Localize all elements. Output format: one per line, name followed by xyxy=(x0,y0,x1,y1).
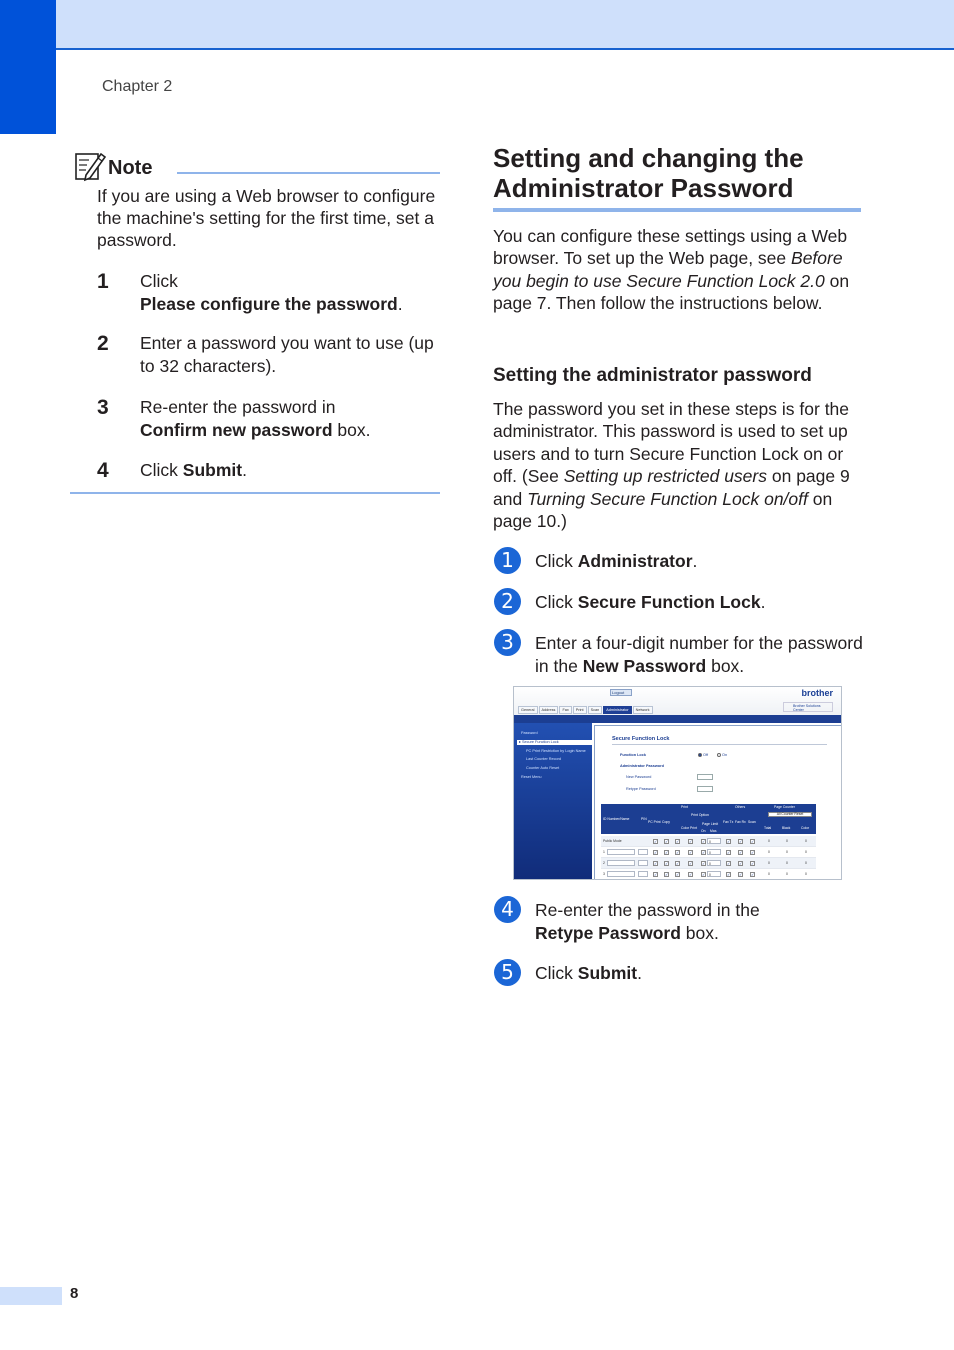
checkbox[interactable]: ✓ xyxy=(689,861,693,866)
col-others: Others xyxy=(735,805,746,809)
table-row xyxy=(601,836,816,847)
pin-field[interactable] xyxy=(638,849,648,855)
step-bold: Submit xyxy=(182,460,243,480)
checkbox[interactable]: ✓ xyxy=(727,861,731,866)
col-page-counter: Page Counter xyxy=(774,805,795,809)
checkbox[interactable]: ✓ xyxy=(665,872,669,877)
row-label: 3 xyxy=(603,872,605,876)
counter-total: 0 xyxy=(768,861,770,865)
counter-black: 0 xyxy=(786,872,788,876)
step-bold: Confirm new password xyxy=(140,420,333,440)
all-counter-reset-button[interactable]: All Counter Reset xyxy=(768,812,812,817)
cross-reference[interactable]: Setting up restricted users xyxy=(563,466,767,487)
subsection-title: Setting the administrator password xyxy=(493,365,812,386)
step-bold: Administrator xyxy=(577,551,693,571)
table-row xyxy=(601,847,816,858)
admin-password-label: Administrator Password xyxy=(620,764,664,768)
table-row xyxy=(601,869,816,880)
tab-address[interactable]: Address xyxy=(539,706,559,714)
row-label: 2 xyxy=(603,861,605,865)
step-text: box. xyxy=(706,656,745,676)
checkbox[interactable]: ✓ xyxy=(727,839,731,844)
header-band xyxy=(0,0,954,50)
brother-logo: brother xyxy=(801,688,833,698)
checkbox[interactable]: ✓ xyxy=(727,850,731,855)
sidebar-item-password[interactable]: Password xyxy=(521,731,538,735)
checkbox[interactable]: ✓ xyxy=(751,861,755,866)
note-header xyxy=(74,150,440,182)
counter-black: 0 xyxy=(786,861,788,865)
counter-color: 0 xyxy=(805,861,807,865)
col-max: Max. xyxy=(710,829,718,833)
checkbox[interactable]: ✓ xyxy=(702,839,706,844)
screenshot-sidebar xyxy=(514,723,592,880)
checkbox[interactable]: ✓ xyxy=(751,839,755,844)
pin-field[interactable] xyxy=(638,871,648,877)
panel-rule xyxy=(612,744,827,745)
col-pin: PIN xyxy=(641,817,647,821)
step-text: Enter a four-digit number for the password in the xyxy=(535,633,863,676)
counter-total: 0 xyxy=(768,872,770,876)
page-limit-field[interactable]: 0 xyxy=(707,849,721,855)
section-title: Setting and changing the Administrator Password xyxy=(493,143,804,203)
step-number-circle: 2 xyxy=(494,588,521,615)
checkbox[interactable]: ✓ xyxy=(665,839,669,844)
checkbox[interactable]: ✓ xyxy=(654,872,658,877)
counter-total: 0 xyxy=(768,850,770,854)
col-scan: Scan xyxy=(748,820,756,824)
cross-reference[interactable]: Before you begin to use Secure Function Lock 2.0 xyxy=(493,248,843,291)
step-number-circle: 4 xyxy=(494,896,521,923)
step-text: . xyxy=(397,294,403,314)
screenshot-tabs xyxy=(518,706,654,714)
step-number: 1 xyxy=(97,270,109,293)
checkbox[interactable]: ✓ xyxy=(654,850,658,855)
section-intro: You can configure these settings using a Web browser. To set up the Web page, see Before you begin to use Secure Function Lock 2.0 on page 7. Then follow the instructions below. xyxy=(493,226,850,314)
step-text: Re-enter the password in xyxy=(140,397,336,417)
row-label: 1 xyxy=(603,850,605,854)
sidebar-item-reset-menu[interactable]: Reset Menu xyxy=(521,774,542,779)
function-lock-label: Function Lock xyxy=(620,753,646,757)
step-text: Click xyxy=(535,551,578,571)
checkbox[interactable]: ✓ xyxy=(676,861,680,866)
col-print: Print xyxy=(681,805,688,809)
step-number-circle: 5 xyxy=(494,959,521,986)
checkbox[interactable]: ✓ xyxy=(654,861,658,866)
checkbox[interactable]: ✓ xyxy=(702,850,706,855)
checkbox[interactable]: ✓ xyxy=(676,850,680,855)
step-text: Click xyxy=(140,460,183,480)
sidebar-item-secure-function-lock[interactable]: ▸ Secure Function Lock xyxy=(517,740,592,745)
function-lock-off-radio[interactable]: Off xyxy=(698,753,708,757)
function-lock-on-radio[interactable]: On xyxy=(717,753,727,757)
step-number-circle: 3 xyxy=(494,629,521,656)
name-field[interactable] xyxy=(607,860,635,866)
step-text: Click xyxy=(535,963,578,983)
checkbox[interactable]: ✓ xyxy=(739,872,743,877)
step-number: 2 xyxy=(97,332,109,355)
subsection-body: The password you set in these steps is for the administrator. This password is used to set up users and to turn Secure Function Lock on or off. (See Setting up restricted users on page 9 and Turning Secure Function Lock on/off on page 10.) xyxy=(493,399,850,532)
pin-field[interactable] xyxy=(638,860,648,866)
checkbox[interactable]: ✓ xyxy=(727,872,731,877)
step-text: . xyxy=(760,592,766,612)
new-password-label: New Password xyxy=(626,775,652,779)
step-text: Enter a password you want to use (up to 32 characters). xyxy=(140,333,434,376)
checkbox[interactable]: ✓ xyxy=(739,850,743,855)
checkbox[interactable]: ✓ xyxy=(689,839,693,844)
section-title-rule xyxy=(493,208,861,212)
counter-total: 0 xyxy=(768,839,770,843)
logout-button[interactable]: Logout xyxy=(610,689,632,696)
step-bold: New Password xyxy=(582,656,707,676)
counter-color: 0 xyxy=(805,850,807,854)
tab-scan[interactable]: Scan xyxy=(588,706,603,714)
step-text: . xyxy=(637,963,642,983)
step-bold: Submit xyxy=(577,963,638,983)
table-rows xyxy=(601,836,816,880)
name-field[interactable] xyxy=(607,871,635,877)
step-text: Click xyxy=(140,271,178,291)
col-page-limit: Page Limit xyxy=(702,822,719,826)
col-pc-print: PC Print xyxy=(648,820,661,824)
checkbox[interactable]: ✓ xyxy=(676,872,680,877)
chapter-tab xyxy=(0,0,56,134)
web-config-screenshot xyxy=(513,686,842,880)
tab-fax[interactable]: Fax xyxy=(559,706,571,714)
cross-reference[interactable]: Turning Secure Function Lock on/off xyxy=(527,488,808,509)
col-total: Total xyxy=(764,826,772,830)
page-limit-field[interactable]: 0 xyxy=(707,860,721,866)
step-text: Re-enter the password in the xyxy=(535,900,760,920)
step-bold: Retype Password xyxy=(535,923,681,943)
counter-black: 0 xyxy=(786,850,788,854)
note-rule xyxy=(177,172,440,174)
tab-general[interactable]: General xyxy=(518,706,538,714)
screenshot-navbar xyxy=(514,715,842,723)
step-number: 3 xyxy=(97,396,109,419)
note-end-rule xyxy=(70,492,440,494)
col-color: Color xyxy=(801,826,810,830)
step-bold: Secure Function Lock xyxy=(577,592,761,612)
checkbox[interactable]: ✓ xyxy=(665,861,669,866)
col-on: On xyxy=(701,829,706,833)
table-row xyxy=(601,858,816,869)
step-text: Click xyxy=(535,592,578,612)
col-fax-tx: Fax Tx xyxy=(723,820,734,824)
col-fax-rx: Fax Rx xyxy=(735,820,746,824)
tab-print[interactable]: Print xyxy=(573,706,587,714)
checkbox[interactable]: ✓ xyxy=(654,839,658,844)
col-color-print: Color Print xyxy=(681,826,698,830)
checkbox[interactable]: ✓ xyxy=(702,861,706,866)
page-number: 8 xyxy=(70,1285,79,1302)
checkbox[interactable]: ✓ xyxy=(665,850,669,855)
panel-title: Secure Function Lock xyxy=(612,736,670,742)
checkbox[interactable]: ✓ xyxy=(739,839,743,844)
step-number: 4 xyxy=(97,459,109,482)
counter-color: 0 xyxy=(805,872,807,876)
sidebar-item-last-counter-record[interactable]: Last Counter Record xyxy=(526,757,562,762)
step-number-circle: 1 xyxy=(494,547,521,574)
chapter-label: Chapter 2 xyxy=(102,78,173,95)
retype-password-field[interactable] xyxy=(697,786,713,792)
table-header xyxy=(601,804,816,834)
counter-black: 0 xyxy=(786,839,788,843)
note-pencil-icon xyxy=(74,150,106,182)
step-text: box. xyxy=(680,923,719,943)
footer-tab xyxy=(0,1287,62,1305)
col-black: Black xyxy=(782,826,791,830)
counter-color: 0 xyxy=(805,839,807,843)
checkbox[interactable]: ✓ xyxy=(702,872,706,877)
step-text: . xyxy=(692,551,698,571)
step-bold: Please configure the password xyxy=(140,294,398,314)
step-text: box. xyxy=(332,420,371,440)
checkbox[interactable]: ✓ xyxy=(689,850,693,855)
tab-administrator[interactable]: Administrator xyxy=(603,706,631,714)
note-label: Note xyxy=(108,157,153,179)
col-id: ID Number/Name xyxy=(603,817,630,821)
checkbox[interactable]: ✓ xyxy=(689,872,693,877)
new-password-field[interactable] xyxy=(697,774,713,780)
page-limit-field[interactable]: 0 xyxy=(707,871,721,877)
name-field[interactable] xyxy=(607,849,635,855)
col-copy: Copy xyxy=(662,820,670,824)
solutions-center-link[interactable]: Brother Solutions Center xyxy=(783,702,833,712)
tab-network[interactable]: Network xyxy=(633,706,653,714)
sidebar-item-counter-auto-reset[interactable]: Counter Auto Reset xyxy=(526,766,560,771)
checkbox[interactable]: ✓ xyxy=(751,872,755,877)
retype-password-label: Retype Password xyxy=(626,787,656,791)
step-text: . xyxy=(242,460,247,480)
checkbox[interactable]: ✓ xyxy=(751,850,755,855)
col-print-option: Print Option xyxy=(691,813,709,817)
page-limit-field[interactable]: 0 xyxy=(707,838,721,844)
checkbox[interactable]: ✓ xyxy=(676,839,680,844)
sidebar-item-pc-print-restriction[interactable]: PC Print Restriction by Login Name xyxy=(526,748,586,753)
note-intro: If you are using a Web browser to configure the machine's setting for the first time, set a password. xyxy=(97,186,436,250)
row-label: Public Mode xyxy=(603,839,622,843)
checkbox[interactable]: ✓ xyxy=(739,861,743,866)
